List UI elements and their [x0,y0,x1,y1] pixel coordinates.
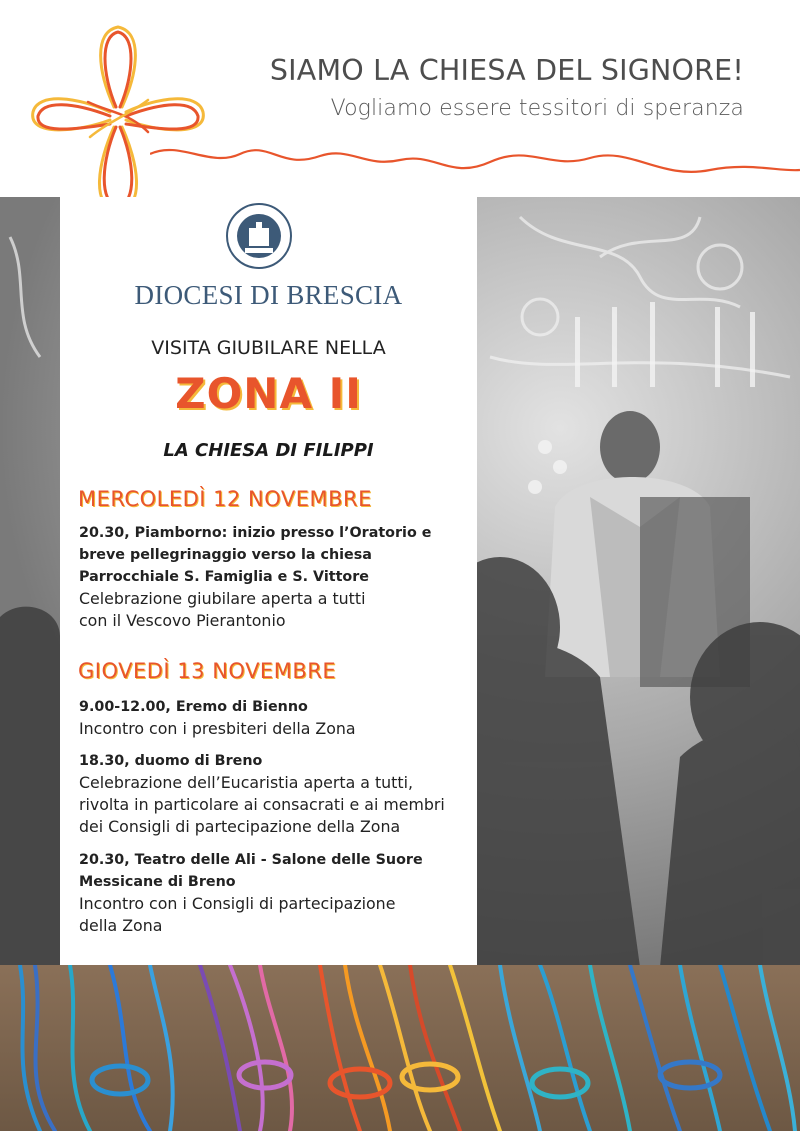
event-item [79,696,474,740]
event-time: Parrocchiale S. Famiglia e S. Vittore [79,569,369,585]
event-time: Messicane di Breno [79,874,236,890]
event-description: dei Consigli di partecipazione della Zona [79,817,401,836]
event-item [79,522,474,632]
event-item [79,849,474,937]
event-description: con il Vescovo Pierantonio [79,611,286,630]
zone-title: ZONA II [175,369,362,418]
page-subtitle: Vogliamo essere tessitori di speranza [330,96,744,121]
event-description: Incontro con i Consigli di partecipazione [79,894,396,913]
church-subtitle: LA CHIESA DI FILIPPI [163,440,374,461]
visit-intro: VISITA GIUBILARE NELLA [151,337,386,359]
event-description: Incontro con i presbiteri della Zona [79,719,356,738]
diocese-seal-icon [225,202,293,270]
day-heading: GIOVEDÌ 13 NOVEMBRE [78,659,337,683]
event-description: della Zona [79,916,163,935]
event-card [60,197,477,965]
event-time: 20.30, Teatro delle Ali - Salone delle Suore [79,852,423,868]
jubilee-cross-icon [18,12,218,222]
colored-threads-illustration [0,965,800,1131]
diocese-name: DIOCESI DI BRESCIA [134,280,403,310]
threads-photo [0,965,800,1131]
event-time: 9.00-12.00, Eremo di Bienno [79,699,308,715]
event-time: breve pellegrinaggio verso la chiesa [79,547,372,563]
event-time: 18.30, duomo di Breno [79,753,263,769]
event-description: Celebrazione giubilare aperta a tutti [79,589,366,608]
event-time: 20.30, Piamborno: inizio presso l’Oratorio e [79,525,432,541]
day-heading: MERCOLEDÌ 12 NOVEMBRE [78,487,372,511]
event-description: rivolta in particolare ai consacrati e ai membri [79,795,445,814]
thread-line-icon [150,140,800,190]
event-item [79,750,474,838]
page-title: SIAMO LA CHIESA DEL SIGNORE! [269,54,744,87]
event-description: Celebrazione dell’Eucaristia aperta a tutti, [79,773,413,792]
